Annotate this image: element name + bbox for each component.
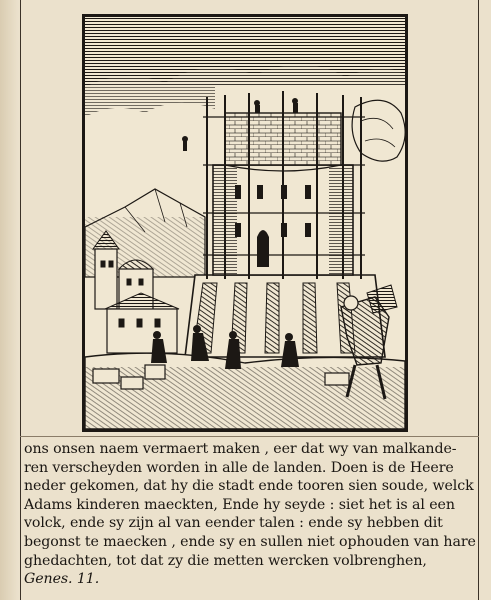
tower-of-babel-icon <box>85 17 405 429</box>
text-line: ren verscheyden worden in alle de landen. Doen is de Heere <box>24 459 454 476</box>
frame-rule-text-top <box>20 436 479 437</box>
frame-rule-right <box>478 0 479 600</box>
bible-citation: Genes. 11. <box>24 571 100 588</box>
woodcut-illustration <box>82 14 408 432</box>
text-line: volck, ende sy zijn al van eender talen : ende sy hebben dit <box>24 515 443 532</box>
text-line: ons onsen naem vermaert maken , eer dat wy van malkande- <box>24 441 457 457</box>
text-line: neder gekomen, dat hy die stadt ende tooren sien soude, welck <box>24 478 474 495</box>
text-line: begonst te maecken , ende sy en sullen niet ophouden van hare <box>24 533 476 550</box>
text-line: Adams kinderen maeckten, Ende hy seyde : siet het is al een <box>24 496 455 513</box>
caption-text <box>24 440 476 589</box>
text-line: ghedachten, tot dat zy die metten wercken volbrenghen, <box>24 552 427 569</box>
frame-rule-left <box>20 0 21 600</box>
page-edge-left <box>0 0 18 600</box>
